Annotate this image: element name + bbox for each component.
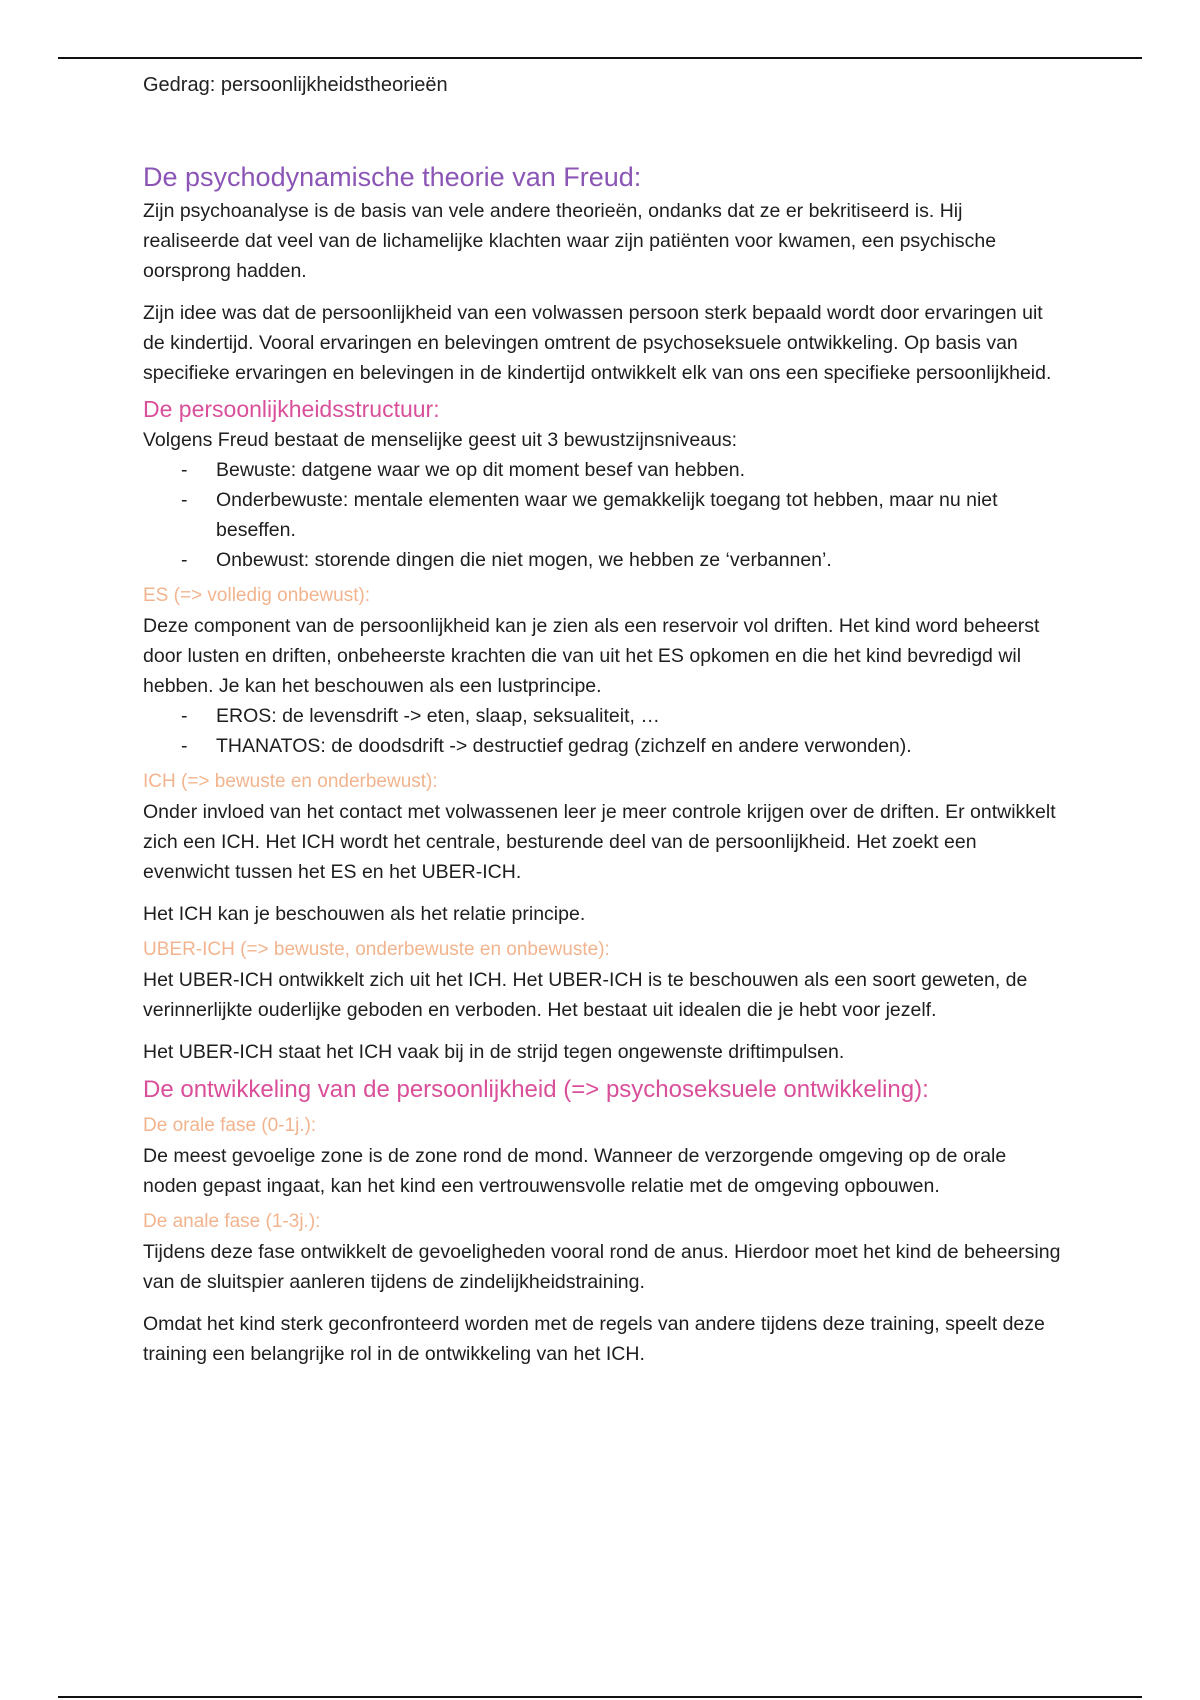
bottom-rule bbox=[58, 1696, 1142, 1698]
paragraph: Omdat het kind sterk geconfronteerd worden met de regels van andere tijdens deze training, speelt deze training een belangrijke rol in de ontwikkeling van het ICH. bbox=[143, 1313, 1045, 1365]
list-item: - EROS: de levensdrift -> eten, slaap, seksualiteit, … bbox=[181, 705, 660, 727]
list-item: - Onderbewuste: mentale elementen waar we gemakkelijk toegang tot hebben, maar nu niet beseffen. bbox=[181, 489, 998, 541]
paragraph: Onder invloed van het contact met volwassenen leer je meer controle krijgen over de driften. Er ontwikkelt zich een ICH. Het ICH wordt het centrale, besturende deel van de persoonlijkheid. Het zoekt een evenwicht tussen het ES en het UBER-ICH. bbox=[143, 801, 1056, 883]
paragraph: Zijn psychoanalyse is de basis van vele andere theorieën, ondanks dat ze er bekritiseerd is. Hij realiseerde dat veel van de lichamelijke klachten waar zijn patiënten voor kwamen, een psychische oorsprong hadden. bbox=[143, 200, 997, 282]
paragraph: Zijn idee was dat de persoonlijkheid van een volwassen persoon sterk bepaald wordt door ervaringen uit de kindertijd. Vooral ervaringen en belevingen omtrent de psychoseksuele ontwikkeling. Op basis van specifieke ervaringen en belevingen in de kindertijd ontwikkelt elk van ons een specifieke persoonlijkheid. bbox=[143, 302, 1052, 384]
subheading-es: ES (=> volledig onbewust): bbox=[143, 585, 371, 606]
running-header: Gedrag: persoonlijkheidstheorieën bbox=[143, 74, 448, 96]
paragraph: Deze component van de persoonlijkheid kan je zien als een reservoir vol driften. Het kind word beheerst door lusten en driften, onbeheerste krachten die van uit het ES opkomen en die het kind bevredigd wil hebben. Je kan het beschouwen als een lustprincipe. bbox=[143, 615, 1040, 697]
list-item: - THANATOS: de doodsdrift -> destructief gedrag (zichzelf en andere verwonden). bbox=[181, 735, 912, 757]
paragraph: Het UBER-ICH staat het ICH vaak bij in de strijd tegen ongewenste driftimpulsen. bbox=[143, 1041, 845, 1063]
top-rule bbox=[58, 57, 1142, 59]
subheading-structure: De persoonlijkheidsstructuur: bbox=[143, 396, 440, 422]
subheading-oral-phase: De orale fase (0-1j.): bbox=[143, 1115, 317, 1136]
paragraph: Het ICH kan je beschouwen als het relatie principe. bbox=[143, 903, 586, 925]
paragraph: Tijdens deze fase ontwikkelt de gevoeligheden vooral rond de anus. Hierdoor moet het kind de beheersing van de sluitspier aanleren tijdens de zindelijkheidstraining. bbox=[143, 1241, 1061, 1293]
paragraph: Volgens Freud bestaat de menselijke geest uit 3 bewustzijnsniveaus: bbox=[143, 429, 738, 451]
list-item: - Bewuste: datgene waar we op dit moment besef van hebben. bbox=[181, 459, 746, 481]
document-page bbox=[143, 72, 1063, 1369]
list-item: - Onbewust: storende dingen die niet mogen, we hebben ze ‘verbannen’. bbox=[181, 549, 832, 571]
paragraph: De meest gevoelige zone is de zone rond de mond. Wanneer de verzorgende omgeving op de orale noden gepast ingaat, kan het kind een vertrouwensvolle relatie met de omgeving opbouwen. bbox=[143, 1145, 1007, 1197]
subheading-ich: ICH (=> bewuste en onderbewust): bbox=[143, 771, 438, 792]
paragraph: Het UBER-ICH ontwikkelt zich uit het ICH. Het UBER-ICH is te beschouwen als een soort geweten, de verinnerlijkte ouderlijke geboden en verboden. Het bestaat uit idealen die je hebt voor jezelf. bbox=[143, 969, 1028, 1021]
drives-list bbox=[143, 701, 1063, 761]
subheading-development: De ontwikkeling van de persoonlijkheid (=> psychoseksuele ontwikkeling): bbox=[143, 1076, 929, 1103]
subheading-uber-ich: UBER-ICH (=> bewuste, onderbewuste en onbewuste): bbox=[143, 939, 610, 960]
section-heading-freud: De psychodynamische theorie van Freud: bbox=[143, 162, 642, 192]
subheading-anal-phase: De anale fase (1-3j.): bbox=[143, 1211, 321, 1232]
consciousness-levels-list bbox=[143, 455, 1063, 575]
